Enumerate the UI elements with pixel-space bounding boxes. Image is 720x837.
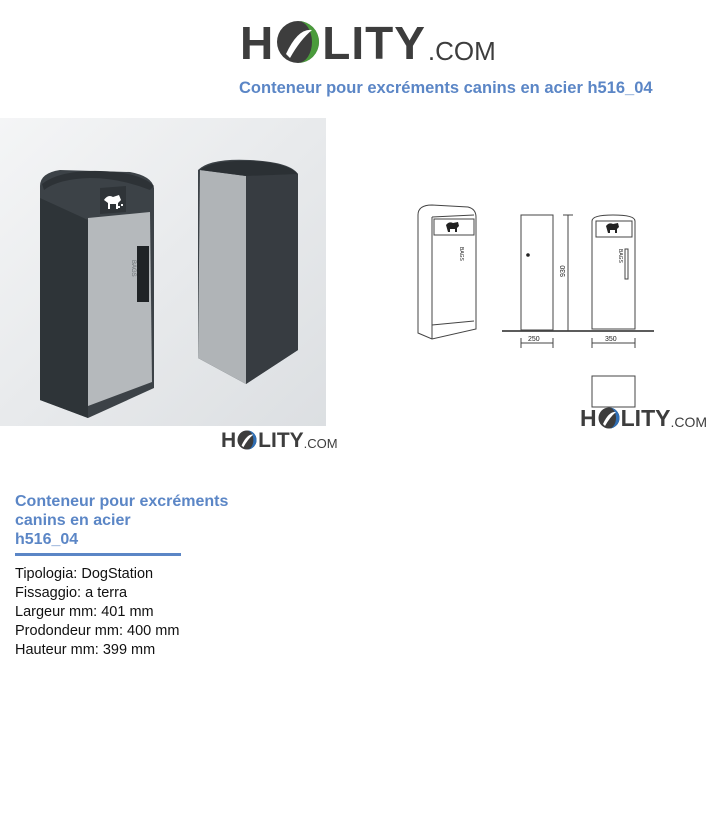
spec-hauteur: Hauteur mm: 399 mm bbox=[15, 642, 156, 658]
photo-watermark-logo bbox=[221, 430, 338, 451]
product-title-line: h516_04 bbox=[15, 531, 79, 548]
technical-drawing bbox=[410, 185, 710, 435]
brand-logo[interactable] bbox=[240, 14, 496, 69]
logo-letters-lity: LITY bbox=[322, 17, 426, 69]
spec-largeur: Largeur mm: 401 mm bbox=[15, 604, 154, 620]
spec-tipologia: Tipologia: DogStation bbox=[15, 566, 154, 582]
logo-dotcom: .COM bbox=[427, 36, 496, 66]
logo-dotcom: .COM bbox=[303, 436, 338, 451]
drawing-watermark-logo bbox=[580, 407, 707, 430]
logo-dotcom: .COM bbox=[670, 414, 708, 430]
logo-letter-h: H bbox=[221, 429, 237, 452]
bags-label: BAGS bbox=[130, 260, 136, 277]
height-dimension: 930 bbox=[560, 265, 567, 277]
spec-fissaggio: Fissaggio: a terra bbox=[15, 585, 128, 601]
product-render-image bbox=[0, 118, 355, 473]
depth-dimension: 250 bbox=[528, 336, 540, 343]
drawing-bags-label: BAGS bbox=[458, 247, 464, 261]
page-title: Conteneur pour excréments canins en acier h516_04 bbox=[239, 79, 653, 97]
product-photo bbox=[0, 118, 355, 473]
drawing-bags-label: BAGS bbox=[617, 249, 623, 263]
logo-letter-h: H bbox=[580, 405, 597, 431]
logo-globe-icon bbox=[276, 20, 320, 64]
logo-globe-icon bbox=[598, 407, 620, 429]
logo-letters-lity: LITY bbox=[258, 429, 304, 452]
spec-list bbox=[15, 565, 179, 660]
product-title-line: Conteneur pour excréments bbox=[15, 493, 229, 510]
logo-letters-lity: LITY bbox=[620, 405, 671, 431]
product-title bbox=[15, 492, 245, 549]
dimension-drawing-image bbox=[410, 185, 710, 435]
logo-letter-h: H bbox=[240, 17, 275, 69]
width-dimension: 350 bbox=[605, 336, 617, 343]
product-title-line: canins en acier bbox=[15, 512, 131, 529]
logo-globe-icon bbox=[237, 430, 257, 450]
title-underline bbox=[15, 553, 181, 556]
spec-profondeur: Prodondeur mm: 400 mm bbox=[15, 623, 180, 639]
